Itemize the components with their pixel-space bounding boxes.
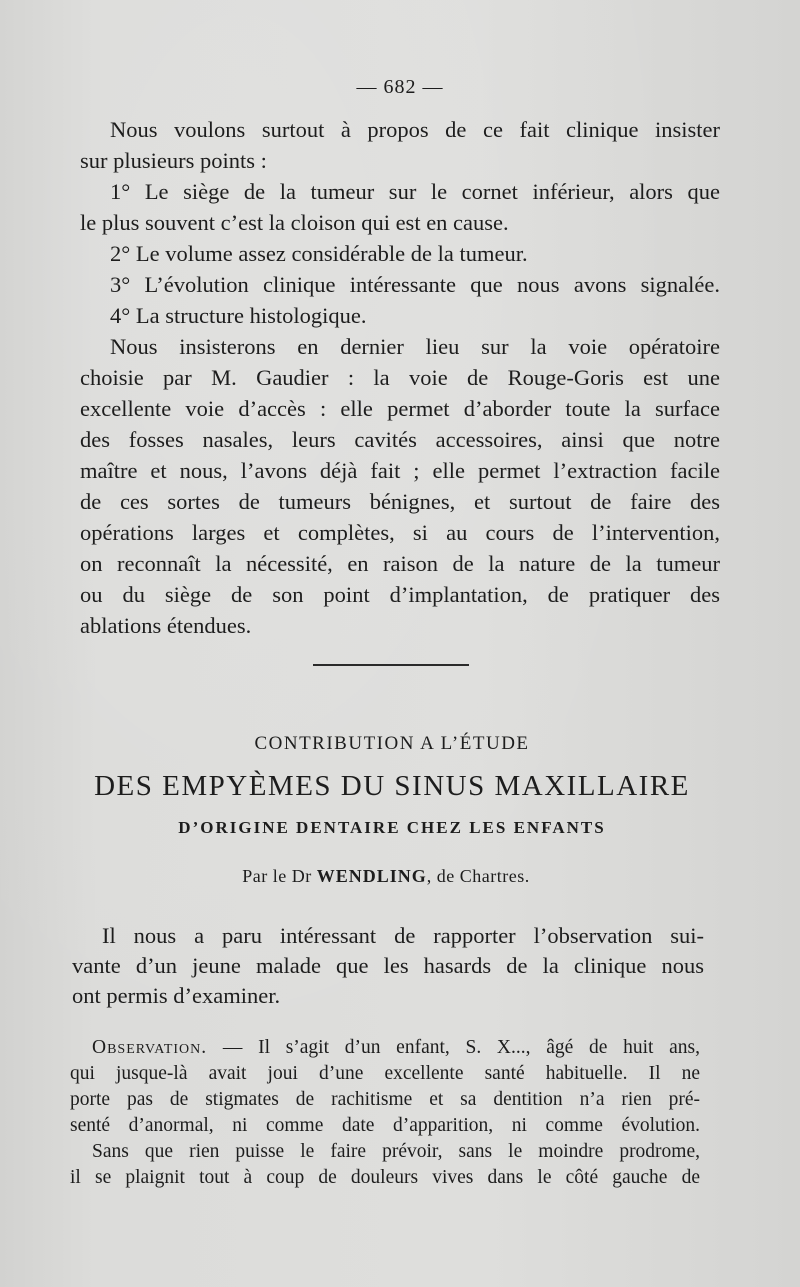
text-line: 3° L’évolution clinique intéressante que nous avons signalée. bbox=[110, 272, 720, 297]
paragraph-intro bbox=[72, 921, 704, 1011]
text-line: le plus souvent c’est la cloison qui est en cause. bbox=[80, 210, 509, 235]
text-line: des fosses nasales, leurs cavités accessoires, ainsi que notre bbox=[80, 427, 720, 452]
text-line: il se plaignit tout à coup de douleurs vives dans le côté gauche de bbox=[70, 1167, 700, 1188]
section-divider bbox=[313, 664, 469, 666]
text-line: qui jusque-là avait joui d’une excellente santé habituelle. Il ne bbox=[70, 1063, 700, 1084]
text-line: 2° Le volume assez considérable de la tumeur. bbox=[110, 241, 528, 266]
article-byline bbox=[0, 866, 786, 887]
observation-label: Observation. bbox=[92, 1037, 208, 1058]
text-line: vante d’un jeune malade que les hasards de la clinique nous bbox=[72, 953, 704, 978]
text-line: Nous voulons surtout à propos de ce fait clinique insister bbox=[110, 117, 720, 142]
article-heading-line1: CONTRIBUTION A L’ÉTUDE bbox=[254, 733, 530, 754]
text-line: excellente voie d’accès : elle permet d’aborder toute la surface bbox=[80, 396, 720, 421]
text-line: Il nous a paru intéressant de rapporter l’observation sui- bbox=[102, 923, 704, 948]
text-line: on reconnaît la nécessité, en raison de la nature de la tumeur bbox=[80, 551, 720, 576]
text-line: Sans que rien puisse le faire prévoir, sans le moindre prodrome, bbox=[92, 1141, 700, 1162]
text-line: opérations larges et complètes, si au cours de l’intervention, bbox=[80, 520, 720, 545]
text-line: 1° Le siège de la tumeur sur le cornet inférieur, alors que bbox=[110, 179, 720, 204]
paragraph-points bbox=[80, 114, 720, 331]
text-line: porte pas de stigmates de rachitisme et sa dentition n’a rien pré- bbox=[70, 1089, 700, 1110]
observation-first-line bbox=[70, 1035, 700, 1061]
text-line: ablations étendues. bbox=[80, 613, 252, 638]
observation-first-line-text: — Il s’agit d’un enfant, S. X..., âgé de huit ans, bbox=[207, 1037, 700, 1058]
byline-suffix: , de Chartres. bbox=[426, 866, 530, 886]
article-title: DES EMPYÈMES DU SINUS MAXILLAIRE bbox=[94, 770, 690, 802]
text-line: Nous insisterons en dernier lieu sur la voie opératoire bbox=[110, 334, 720, 359]
text-line: ou du siège de son point d’implantation, de pratiquer des bbox=[80, 582, 720, 607]
byline-author: WENDLING bbox=[316, 866, 427, 886]
text-line: senté d’anormal, ni comme date d’apparition, ni comme évolution. bbox=[70, 1115, 700, 1136]
text-line: ont permis d’examiner. bbox=[72, 983, 281, 1008]
article-subtitle: D’ORIGINE DENTAIRE CHEZ LES ENFANTS bbox=[178, 818, 606, 837]
byline-prefix: Par le Dr bbox=[242, 866, 312, 886]
paragraph-surgery bbox=[80, 331, 720, 641]
paragraph-observation bbox=[70, 1035, 700, 1191]
text-line: choisie par M. Gaudier : la voie de Rouge-Goris est une bbox=[80, 365, 720, 390]
text-line: de ces sortes de tumeurs bénignes, et surtout de faire des bbox=[80, 489, 720, 514]
text-line: sur plusieurs points : bbox=[80, 148, 267, 173]
page-number: — 682 — bbox=[356, 76, 444, 98]
text-line: 4° La structure histologique. bbox=[110, 303, 367, 328]
text-line: maître et nous, l’avons déjà fait ; elle permet l’extraction facile bbox=[80, 458, 720, 483]
